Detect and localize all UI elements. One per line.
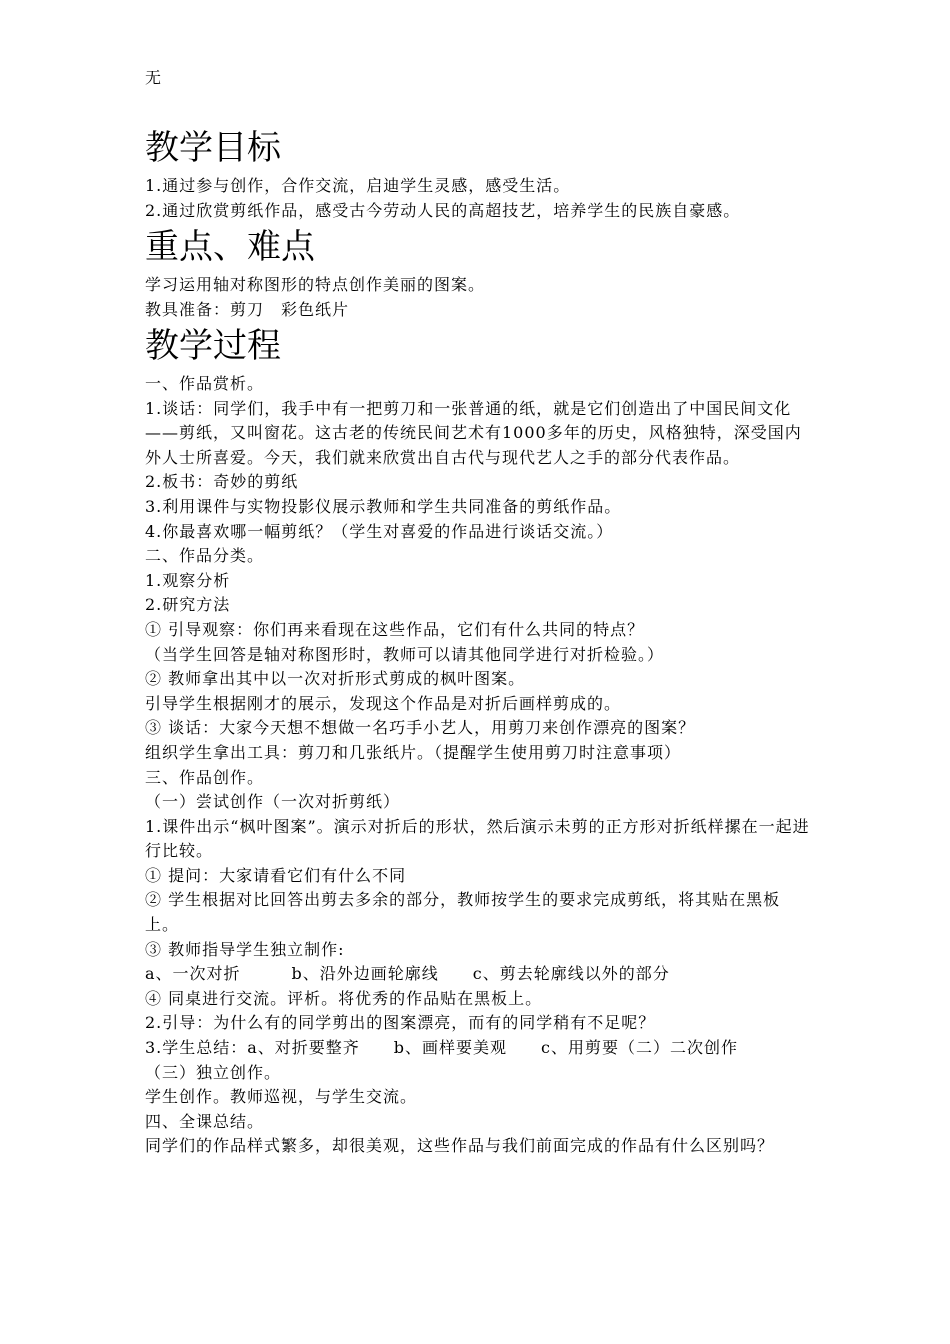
paragraph: 一、作品赏析。 [145, 374, 265, 393]
paragraph: ③ 谈话：大家今天想不想做一名巧手小艺人，用剪刀来创作漂亮的图案？ [145, 718, 696, 738]
key-points-section [145, 273, 825, 322]
paragraph: 2.研究方法 [145, 595, 231, 615]
heading-key-points: 重点、难点 [145, 227, 315, 267]
objectives-section [145, 174, 825, 223]
paragraph: 1.观察分析 [145, 570, 231, 590]
paragraph: 三、作品创作。 [145, 767, 265, 787]
paragraph: ② 学生根据对比回答出剪去多余的部分，教师按学生的要求完成剪纸，将其贴在黑板上。 [145, 890, 781, 935]
paragraph: ② 教师拿出其中以一次对折形式剪成的枫叶图案。 [145, 669, 526, 689]
paragraph: 2.通过欣赏剪纸作品，感受古今劳动人民的高超技艺，培养学生的民族自豪感。 [145, 200, 741, 220]
paragraph: 4.你最喜欢哪一幅剪纸？（学生对喜爱的作品进行谈话交流。） [145, 521, 614, 541]
paragraph: 3.利用课件与实物投影仪展示教师和学生共同准备的剪纸作品。 [145, 496, 622, 516]
paragraph: 3.学生总结：a、对折要整齐 b、画样要美观 c、用剪要（二）二次创作 [145, 1038, 739, 1058]
paragraph: 同学们的作品样式繁多，却很美观，这些作品与我们前面完成的作品有什么区别吗？ [145, 1136, 775, 1156]
paragraph: ① 引导观察：你们再来看现在这些作品，它们有什么共同的特点？ [145, 619, 645, 639]
paragraph: 教具准备：剪刀 彩色纸片 [145, 299, 350, 319]
paragraph: ④ 同桌进行交流。评析。将优秀的作品贴在黑板上。 [145, 988, 543, 1008]
paragraph: 2.引导：为什么有的同学剪出的图案漂亮，而有的同学稍有不足呢？ [145, 1013, 656, 1033]
heading-process: 教学过程 [145, 326, 281, 366]
paragraph: 四、全课总结。 [145, 1111, 265, 1131]
paragraph: 1.谈话：同学们，我手中有一把剪刀和一张普通的纸，就是它们创造出了中国民间文化——剪纸，又叫窗花。这古老的传统民间艺术有1000多年的历史，风格独特，深受国内外人士所喜爱。今天，我们就来欣赏出自古代与现代艺人之手的部分代表作品。 [145, 398, 802, 467]
paragraph: ① 提问：大家请看它们有什么不同 [145, 865, 407, 885]
paragraph: ③ 教师指导学生独立制作: [145, 939, 345, 959]
paragraph: （一）尝试创作（一次对折剪纸） [145, 792, 401, 812]
paragraph: 引导学生根据刚才的展示，发现这个作品是对折后画样剪成的。 [145, 693, 622, 713]
paragraph: （三）独立创作。 [145, 1062, 282, 1082]
paragraph: （当学生回答是轴对称图形时，教师可以请其他同学进行对折检验。） [145, 644, 665, 664]
paragraph: a、一次对折 b、沿外边画轮廓线 c、剪去轮廓线以外的部分 [145, 964, 670, 984]
paragraph: 学习运用轴对称图形的特点创作美丽的图案。 [145, 275, 486, 294]
paragraph: 二、作品分类。 [145, 546, 265, 566]
process-section [145, 372, 813, 1159]
paragraph: 学生创作。教师巡视，与学生交流。 [145, 1087, 418, 1107]
paragraph: 2.板书：奇妙的剪纸 [145, 472, 299, 492]
top-note: 无 [145, 68, 162, 87]
paragraph: 1.课件出示“枫叶图案”。演示对折后的形状，然后演示未剪的正方形对折纸样摞在一起进行比较。 [145, 816, 810, 861]
paragraph: 1.通过参与创作，合作交流，启迪学生灵感，感受生活。 [145, 176, 571, 195]
heading-objectives: 教学目标 [145, 128, 281, 168]
paragraph: 组织学生拿出工具：剪刀和几张纸片。（提醒学生使用剪刀时注意事项） [145, 742, 682, 762]
